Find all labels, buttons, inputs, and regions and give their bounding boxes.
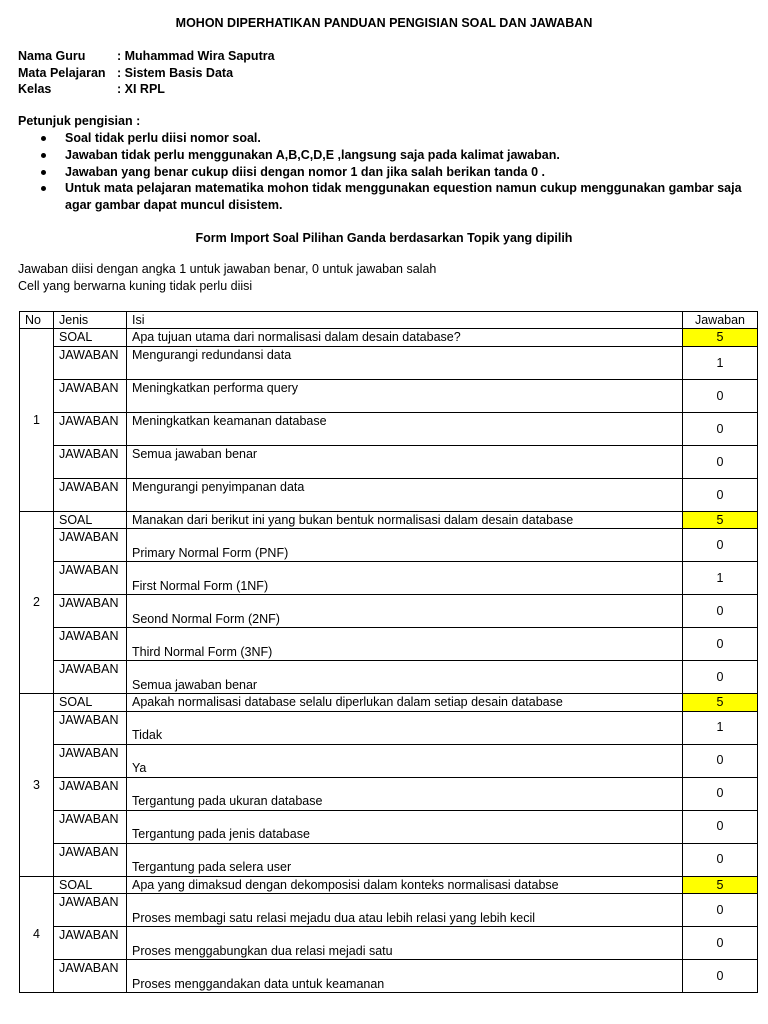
header-no: No <box>20 312 54 329</box>
answer-row <box>20 894 758 927</box>
meta-row-teacher <box>18 48 275 65</box>
instruction-item: Soal tidak perlu diisi nomor soal. <box>38 130 748 147</box>
jenis-cell: JAWABAN <box>54 711 127 744</box>
answer-key-cell: 5 <box>683 511 758 528</box>
table-body <box>20 329 758 993</box>
question-table <box>19 311 758 993</box>
meta-value: : Muhammad Wira Saputra <box>117 49 275 63</box>
answer-row <box>20 628 758 661</box>
meta-label: Nama Guru <box>18 49 86 63</box>
answer-row <box>20 346 758 379</box>
answer-text[interactable]: Proses membagi satu relasi mejadu dua atau lebih relasi yang lebih kecil <box>127 894 683 927</box>
answer-text[interactable]: Third Normal Form (3NF) <box>127 628 683 661</box>
jenis-cell: JAWABAN <box>54 562 127 595</box>
answer-text[interactable]: Semua jawaban benar <box>127 661 683 694</box>
answer-value[interactable]: 0 <box>683 843 758 876</box>
question-text[interactable]: Apa tujuan utama dari normalisasi dalam desain database? <box>127 329 683 346</box>
jenis-cell: JAWABAN <box>54 346 127 379</box>
jenis-cell: JAWABAN <box>54 810 127 843</box>
answer-text[interactable]: Semua jawaban benar <box>127 445 683 478</box>
question-row <box>20 511 758 528</box>
question-number: 2 <box>20 511 54 693</box>
answer-value[interactable]: 0 <box>683 744 758 777</box>
instruction-item: Jawaban tidak perlu menggunakan A,B,C,D,E ,langsung saja pada kalimat jawaban. <box>38 147 748 164</box>
instruction-item: Untuk mata pelajaran matematika mohon tidak menggunakan equestion namun cukup menggunakan gambar saja agar gambar dapat muncul disistem. <box>38 180 748 214</box>
answer-value[interactable]: 0 <box>683 379 758 412</box>
answer-text[interactable]: Tergantung pada selera user <box>127 843 683 876</box>
jenis-cell: JAWABAN <box>54 628 127 661</box>
question-text[interactable]: Apa yang dimaksud dengan dekomposisi dalam konteks normalisasi databse <box>127 876 683 893</box>
notes <box>18 261 436 294</box>
answer-value[interactable]: 0 <box>683 529 758 562</box>
answer-row <box>20 379 758 412</box>
answer-row <box>20 960 758 993</box>
answer-text[interactable]: Ya <box>127 744 683 777</box>
answer-row <box>20 810 758 843</box>
jenis-cell: JAWABAN <box>54 529 127 562</box>
jenis-cell: JAWABAN <box>54 927 127 960</box>
jenis-cell: SOAL <box>54 694 127 711</box>
question-text[interactable]: Manakan dari berikut ini yang bukan bentuk normalisasi dalam desain database <box>127 511 683 528</box>
jenis-cell: SOAL <box>54 511 127 528</box>
jenis-cell: JAWABAN <box>54 843 127 876</box>
meta-label: Mata Pelajaran <box>18 65 106 80</box>
question-row <box>20 876 758 893</box>
answer-row <box>20 562 758 595</box>
answer-text[interactable]: Mengurangi penyimpanan data <box>127 478 683 511</box>
answer-row <box>20 661 758 694</box>
answer-value[interactable]: 0 <box>683 777 758 810</box>
answer-key-cell: 5 <box>683 694 758 711</box>
answer-value[interactable]: 0 <box>683 927 758 960</box>
answer-value[interactable]: 1 <box>683 346 758 379</box>
instructions-heading: Petunjuk pengisian : <box>18 114 141 128</box>
answer-text[interactable]: First Normal Form (1NF) <box>127 562 683 595</box>
answer-row <box>20 412 758 445</box>
jenis-cell: JAWABAN <box>54 744 127 777</box>
jenis-cell: JAWABAN <box>54 412 127 445</box>
answer-row <box>20 445 758 478</box>
answer-value[interactable]: 0 <box>683 478 758 511</box>
instructions-list <box>38 130 748 214</box>
form-title: Form Import Soal Pilihan Ganda berdasarkan Topik yang dipilih <box>195 231 573 245</box>
jenis-cell: JAWABAN <box>54 595 127 628</box>
answer-value[interactable]: 0 <box>683 960 758 993</box>
jenis-cell: JAWABAN <box>54 777 127 810</box>
answer-text[interactable]: Meningkatkan performa query <box>127 379 683 412</box>
jenis-cell: JAWABAN <box>54 894 127 927</box>
table-header-row <box>20 312 758 329</box>
question-number: 3 <box>20 694 54 876</box>
answer-value[interactable]: 1 <box>683 711 758 744</box>
answer-row <box>20 595 758 628</box>
question-number: 1 <box>20 329 54 511</box>
meta-label: Kelas <box>18 82 52 96</box>
note-line: Jawaban diisi dengan angka 1 untuk jawaban benar, 0 untuk jawaban salah <box>18 262 437 276</box>
answer-row <box>20 927 758 960</box>
answer-value[interactable]: 0 <box>683 894 758 927</box>
jenis-cell: SOAL <box>54 329 127 346</box>
header-jawaban: Jawaban <box>683 312 758 329</box>
jenis-cell: JAWABAN <box>54 445 127 478</box>
answer-text[interactable]: Mengurangi redundansi data <box>127 346 683 379</box>
jenis-cell: JAWABAN <box>54 661 127 694</box>
answer-row <box>20 843 758 876</box>
instruction-item: Jawaban yang benar cukup diisi dengan nomor 1 dan jika salah berikan tanda 0 . <box>38 164 748 181</box>
answer-value[interactable]: 0 <box>683 661 758 694</box>
answer-row <box>20 711 758 744</box>
answer-row <box>20 777 758 810</box>
answer-text[interactable]: Meningkatkan keamanan database <box>127 412 683 445</box>
answer-row <box>20 478 758 511</box>
answer-text[interactable]: Proses menggandakan data untuk keamanan <box>127 960 683 993</box>
meta-value: : Sistem Basis Data <box>117 65 234 80</box>
teacher-info <box>18 48 275 98</box>
answer-key-cell: 5 <box>683 329 758 346</box>
jenis-cell: JAWABAN <box>54 960 127 993</box>
header-isi: Isi <box>127 312 683 329</box>
meta-row-class <box>18 81 275 98</box>
jenis-cell: JAWABAN <box>54 478 127 511</box>
question-row <box>20 329 758 346</box>
answer-value[interactable]: 0 <box>683 595 758 628</box>
answer-value[interactable]: 0 <box>683 412 758 445</box>
page-title: MOHON DIPERHATIKAN PANDUAN PENGISIAN SOAL DAN JAWABAN <box>175 16 593 30</box>
question-number: 4 <box>20 876 54 992</box>
answer-text[interactable]: Primary Normal Form (PNF) <box>127 529 683 562</box>
answer-text[interactable]: Tergantung pada jenis database <box>127 810 683 843</box>
answer-value[interactable]: 0 <box>683 628 758 661</box>
answer-text[interactable]: Tergantung pada ukuran database <box>127 777 683 810</box>
answer-text[interactable]: Proses menggabungkan dua relasi mejadi satu <box>127 927 683 960</box>
jenis-cell: SOAL <box>54 876 127 893</box>
answer-value[interactable]: 1 <box>683 562 758 595</box>
answer-text[interactable]: Tidak <box>127 711 683 744</box>
question-row <box>20 694 758 711</box>
answer-value[interactable]: 0 <box>683 810 758 843</box>
answer-row <box>20 744 758 777</box>
answer-text[interactable]: Seond Normal Form (2NF) <box>127 595 683 628</box>
answer-key-cell: 5 <box>683 876 758 893</box>
meta-row-subject <box>18 65 275 82</box>
meta-value: : XI RPL <box>117 82 165 96</box>
answer-value[interactable]: 0 <box>683 445 758 478</box>
question-text[interactable]: Apakah normalisasi database selalu diperlukan dalam setiap desain database <box>127 694 683 711</box>
jenis-cell: JAWABAN <box>54 379 127 412</box>
answer-row <box>20 529 758 562</box>
header-jenis: Jenis <box>54 312 127 329</box>
note-line: Cell yang berwarna kuning tidak perlu diisi <box>18 278 253 293</box>
